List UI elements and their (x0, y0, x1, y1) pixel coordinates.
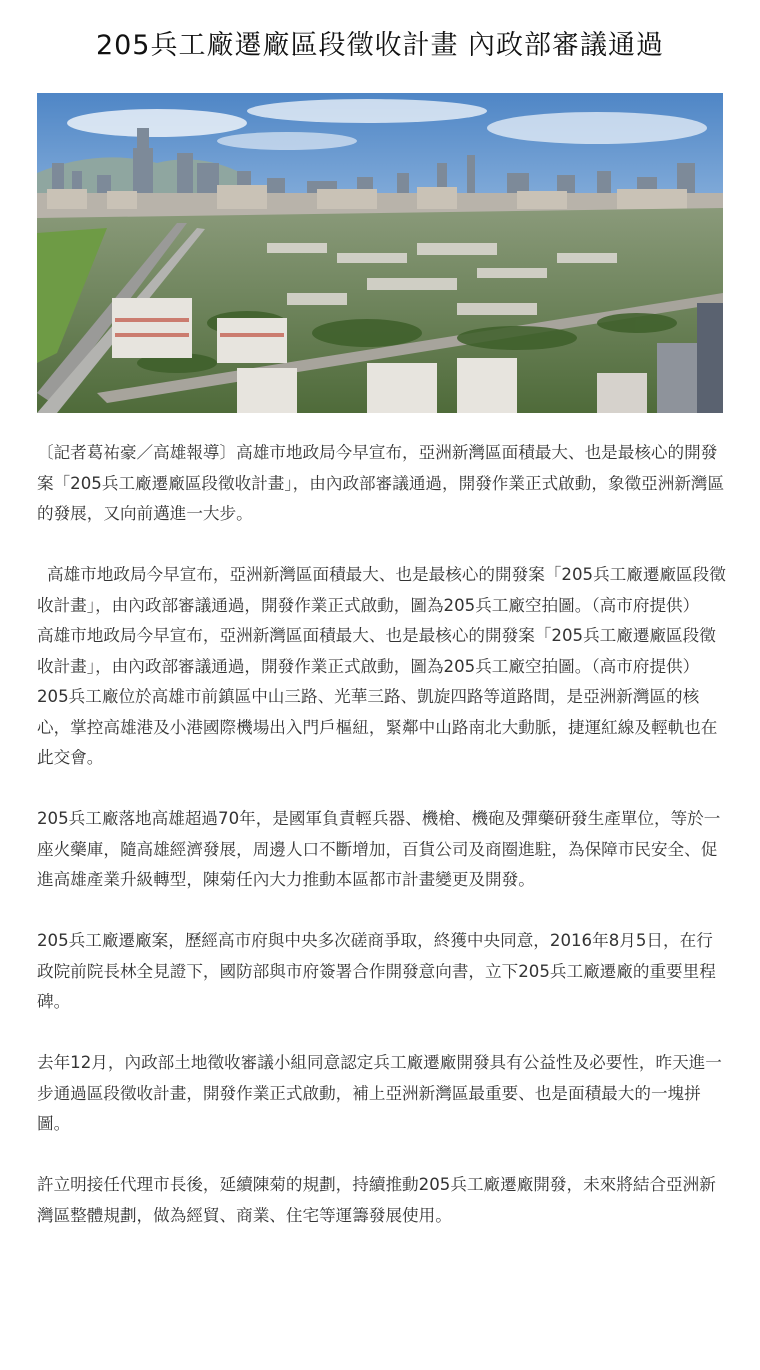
photo-caption: 高雄市地政局今早宣布，亞洲新灣區面積最大、也是最核心的開發案「205兵工廠遷廠區段徵收計畫」，由內政部審議通過，開發作業正式啟動，圖為205兵工廠空拍圖。（高市府提供） (37, 565, 726, 615)
article-paragraph: 205兵工廠位於高雄市前鎮區中山三路、光華三路、凱旋四路等道路間，是亞洲新灣區的核心，掌控高雄港及小港國際機場出入門戶樞紐，緊鄰中山路南北大動脈，捷運紅線及輕軌也在此交會。 (37, 687, 718, 767)
aerial-city-view-icon (37, 93, 723, 413)
photo-caption: 高雄市地政局今早宣布，亞洲新灣區面積最大、也是最核心的開發案「205兵工廠遷廠區段徵收計畫」，由內政部審議通過，開發作業正式啟動，圖為205兵工廠空拍圖。（高市府提供） (37, 626, 716, 676)
article-paragraph: 許立明接任代理市長後，延續陳菊的規劃，持續推動205兵工廠遷廠開發，未來將結合亞洲新灣區整體規劃，做為經貿、商業、住宅等運籌發展使用。 (37, 1175, 716, 1225)
article-body (37, 438, 727, 1231)
aerial-photo (37, 93, 723, 413)
headline: 205兵工廠遷廠區段徵收計畫 內政部審議通過 (95, 30, 665, 61)
article-paragraph: 205兵工廠落地高雄超過70年，是國軍負責輕兵器、機槍、機砲及彈藥研發生產單位，等於一座火藥庫，隨高雄經濟發展，周邊人口不斷增加，百貨公司及商圈進駐，為保障市民安全、促進高雄產業升級轉型，陳菊任內大力推動本區都市計畫變更及開發。 (37, 809, 721, 889)
article-paragraph: 去年12月，內政部土地徵收審議小組同意認定兵工廠遷廠開發具有公益性及必要性，昨天進一步通過區段徵收計畫，開發作業正式啟動，補上亞洲新灣區最重要、也是面積最大的一塊拼圖。 (37, 1053, 722, 1133)
article-paragraph: 〔記者葛祐豪／高雄報導〕高雄市地政局今早宣布，亞洲新灣區面積最大、也是最核心的開發案「205兵工廠遷廠區段徵收計畫」，由內政部審議通過，開發作業正式啟動，象徵亞洲新灣區的發展，又向前邁進一大步。 (37, 443, 725, 523)
article-paragraph: 205兵工廠遷廠案，歷經高市府與中央多次磋商爭取，終獲中央同意，2016年8月5日，在行政院前院長林全見證下，國防部與市府簽署合作開發意向書，立下205兵工廠遷廠的重要里程碑。 (37, 931, 716, 1011)
